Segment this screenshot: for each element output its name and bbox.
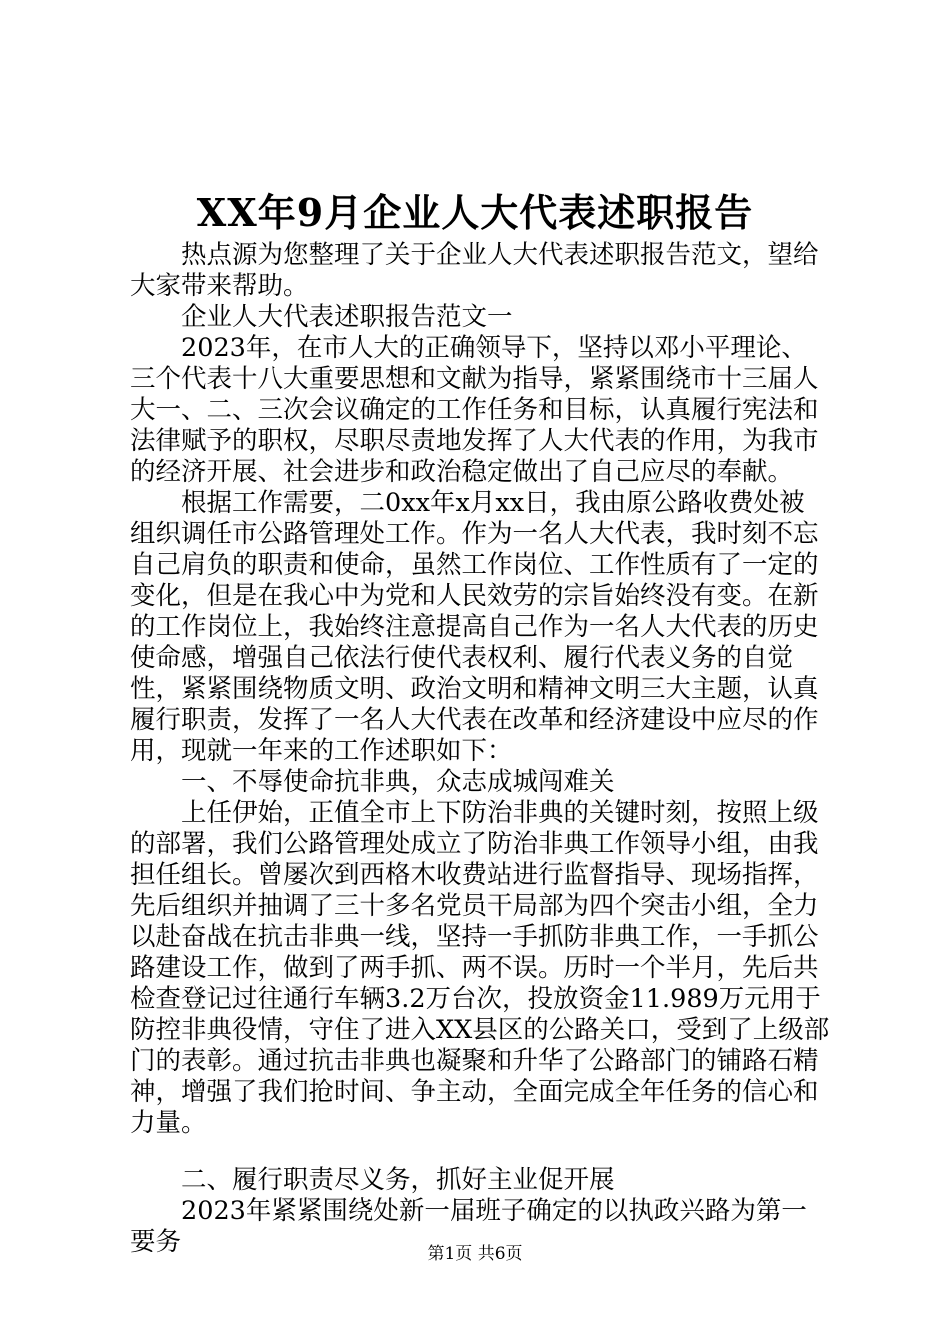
body-paragraph: 2023年，在市人大的正确领导下，坚持以邓小平理论、三个代表十八大重要思想和文献为指导，紧紧围绕市十三届人大一、二、三次会议确定的工作任务和目标，认真履行宪法和法律赋予的职权，尽职尽责地发挥了人大代表的作用，为我市的经济开展、社会进步和政治稳定做出了自己应尽的奉献。 [130, 333, 819, 487]
document-title: XX年9月企业人大代表述职报告 [196, 190, 754, 235]
body-paragraph: 上任伊始，正值全市上下防治非典的关键时刻，按照上级的部署，我们公路管理处成立了防治非典工作领导小组，由我担任组长。曾屡次到西格木收费站进行监督指导、现场指挥，先后组织并抽调了三十多名党员干局部为四个突击小组，全力以赴奋战在抗击非典一线，坚持一手抓防非典工作，一手抓公路建设工作，做到了两手抓、两不误。历时一个半月，先后共检查登记过往通行车辆3.2万台次，投放资金11.989万元用于防控非典役情，守住了进入XX县区的公路关口，受到了上级部门的表彰。通过抗击非典也凝聚和升华了公路部门的铺路石精神，增强了我们抢时间、争主动，全面完成全年任务的信心和力量。 [130, 798, 830, 1138]
document-body [130, 240, 830, 1258]
page-footer: 第1页 共6页 [427, 1244, 523, 1264]
body-paragraph: 2023年紧紧围绕处新一届班子确定的以执政兴路为第一要务 [130, 1196, 807, 1257]
section-heading: 一、不辱使命抗非典，众志成城闯难关 [181, 767, 615, 797]
intro-paragraph: 热点源为您整理了关于企业人大代表述职报告范文，望给大家带来帮助。 [130, 240, 819, 301]
section-subtitle: 企业人大代表述职报告范文一 [181, 302, 513, 332]
section-heading: 二、履行职责尽义务，抓好主业促开展 [181, 1165, 615, 1195]
body-paragraph: 根据工作需要，二0xx年x月xx日，我由原公路收费处被组织调任市公路管理处工作。作为一名人大代表，我时刻不忘自己肩负的职责和使命，虽然工作岗位、工作性质有了一定的变化，但是在我心中为党和人民效劳的宗旨始终没有变。在新的工作岗位上，我始终注意提高自己作为一名人大代表的历史使命感，增强自己依法行使代表权利、履行代表义务的自觉性，紧紧围绕物质文明、政治文明和精神文明三大主题，认真履行职责，发挥了一名人大代表在改革和经济建设中应尽的作用，现就一年来的工作述职如下： [130, 488, 819, 766]
